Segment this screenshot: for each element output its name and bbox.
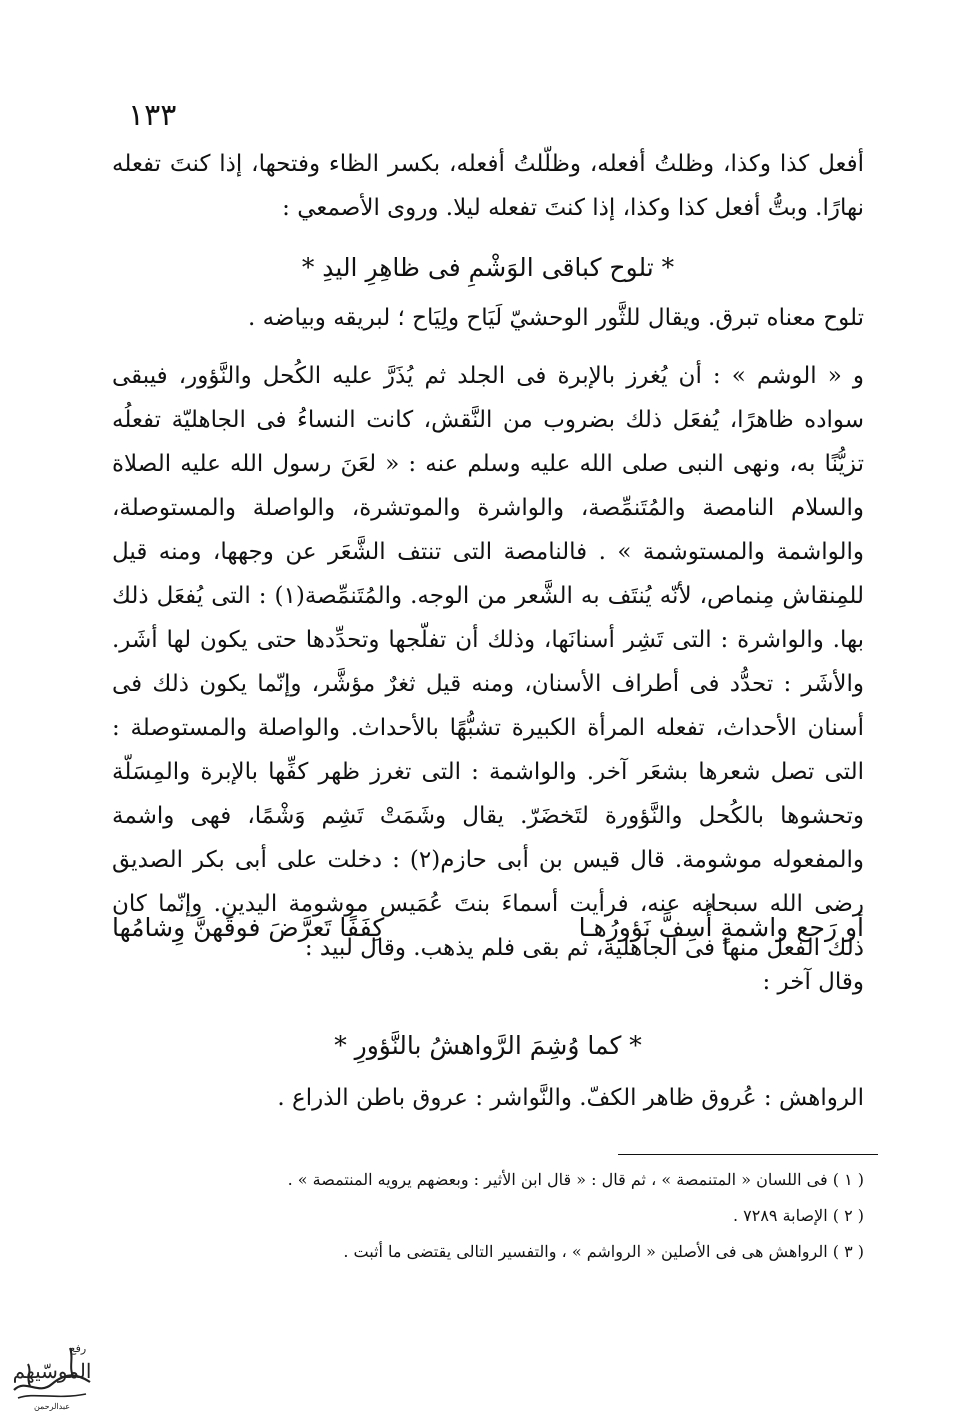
verse-line-2: * كما وُشِمَ الرَّواهشُ بالنَّؤورِ * [334,1031,642,1060]
footnotes [112,1162,864,1270]
footnote-2: ( ٢ ) الإصابة ٧٢٨٩ . [732,1206,864,1225]
poem-verse [112,906,864,950]
footnote-1: ( ١ ) فى اللسان « المتنمصة » ، ثم قال : « قال ابن الأثير : وبعضهم يرويه المنتمصة » . [287,1170,864,1189]
library-stamp-logo [8,1338,96,1412]
poem-hemistich-2: كِفَفًا تَعرَّضَ فوقَهنَّ وِشامُها [112,913,385,942]
paragraph-1: أفعل كذا وكذا، وظلتُ أفعله، وظلّلتُ أفعله، بكسر الظاء وفتحها، إذا كنتَ تفعله نهارًا. وبتُّ أفعل كذا وكذا، إذا كنتَ تفعله ليلا. وروى الأصمعي : [112,151,864,221]
page-number: ١٣٣ [128,98,177,133]
paragraph-4: الرواهش : عُروق ظاهر الكفّ. والنَّواشر : عروق باطن الذراع . [277,1085,864,1111]
footnote-3: ( ٣ ) الرواهش هى فى الأصلين « الرواشم » ، والتفسير التالى يقتضى ما أثبت . [343,1242,864,1261]
verse-line-1: * تلوح كباقى الوَشْمِ فى ظاهِرِ اليدِ * [301,253,675,282]
poem-intro: وقال آخر : [762,969,864,995]
footnote-divider [618,1154,878,1155]
paragraph-3: و « الوشم » : أن يُغرز بالإبرة فى الجلد ثم يُذَرَّ عليه الكُحل والنَّؤور، فيبقى سواده ظاهرًا، يُفعَل ذلك بضروب من النَّقش، كانت النساءُ فى الجاهليّة تفعلُه تزيُّنًا به، ونهى النبى صلى الله عليه وسلم عنه : « لعَنَ رسول الله عليه الصلاة والسلام النامصة والمُتَنمِّصة، والواشرة والموتشرة، والواصلة والمستوصلة، والواشمة والمستوشمة » . فالنامصة التى تنتف الشَّعَر عن وجهها، ومنه قيل للمِنقاش مِنماص، لأنّه يُنتَف به الشَّعر من الوجه. والمُتَنمِّصة(١) : التى يُفعَل ذلك بها. والواشرة : التى تَشِر أسنانَها، وذلك أن تفلّجها وتحدِّدها حتى يكون لها أشَر. والأشَر : تحدُّد فى أطراف الأسنان، ومنه قيل ثغرٌ مؤشَّر، وإنّما يكون ذلك فى أسنان الأحداث، تفعله المرأة الكبيرة تشبُّهًا بالأحداث. والواصلة والمستوصلة : التى تصل شعرها بشعَر آخر. والواشمة : التى تغرز ظهر كفِّها بالإبرة والمِسَلّة وتحشوها بالكُحل والنَّؤورة لتَخضَرّ. يقال وشَمَتْ تَشِم وَشْمًا، فهى واشمة والمفعوله موشومة. قال قيس بن أبى حازم(٢) : دخلت على أبى بكر الصديق رضى الله سبحانه عنه، فرأيت أسماءَ بنتَ عُمَيس موشومة اليدين. وإنّما كان ذلك الفعل منها فى الجاهلية، ثم بقى فلم يذهب. وقال لبيد : [112,363,865,961]
logo-text-3: عبدالرحمن [33,1402,71,1411]
logo-text-1: رفع [69,1342,87,1355]
paragraph-2: تلوح معناه تبرق. ويقال للثَّور الوحشيّ لَيَاح ولِيَاح ؛ لبريقه وبياضه . [247,305,864,331]
logo-text-2: الموسّيهم [12,1359,92,1383]
poem-hemistich-1: أو رَجع واشمةٍ أُسِفَّ نَؤورُهـا [578,913,864,942]
